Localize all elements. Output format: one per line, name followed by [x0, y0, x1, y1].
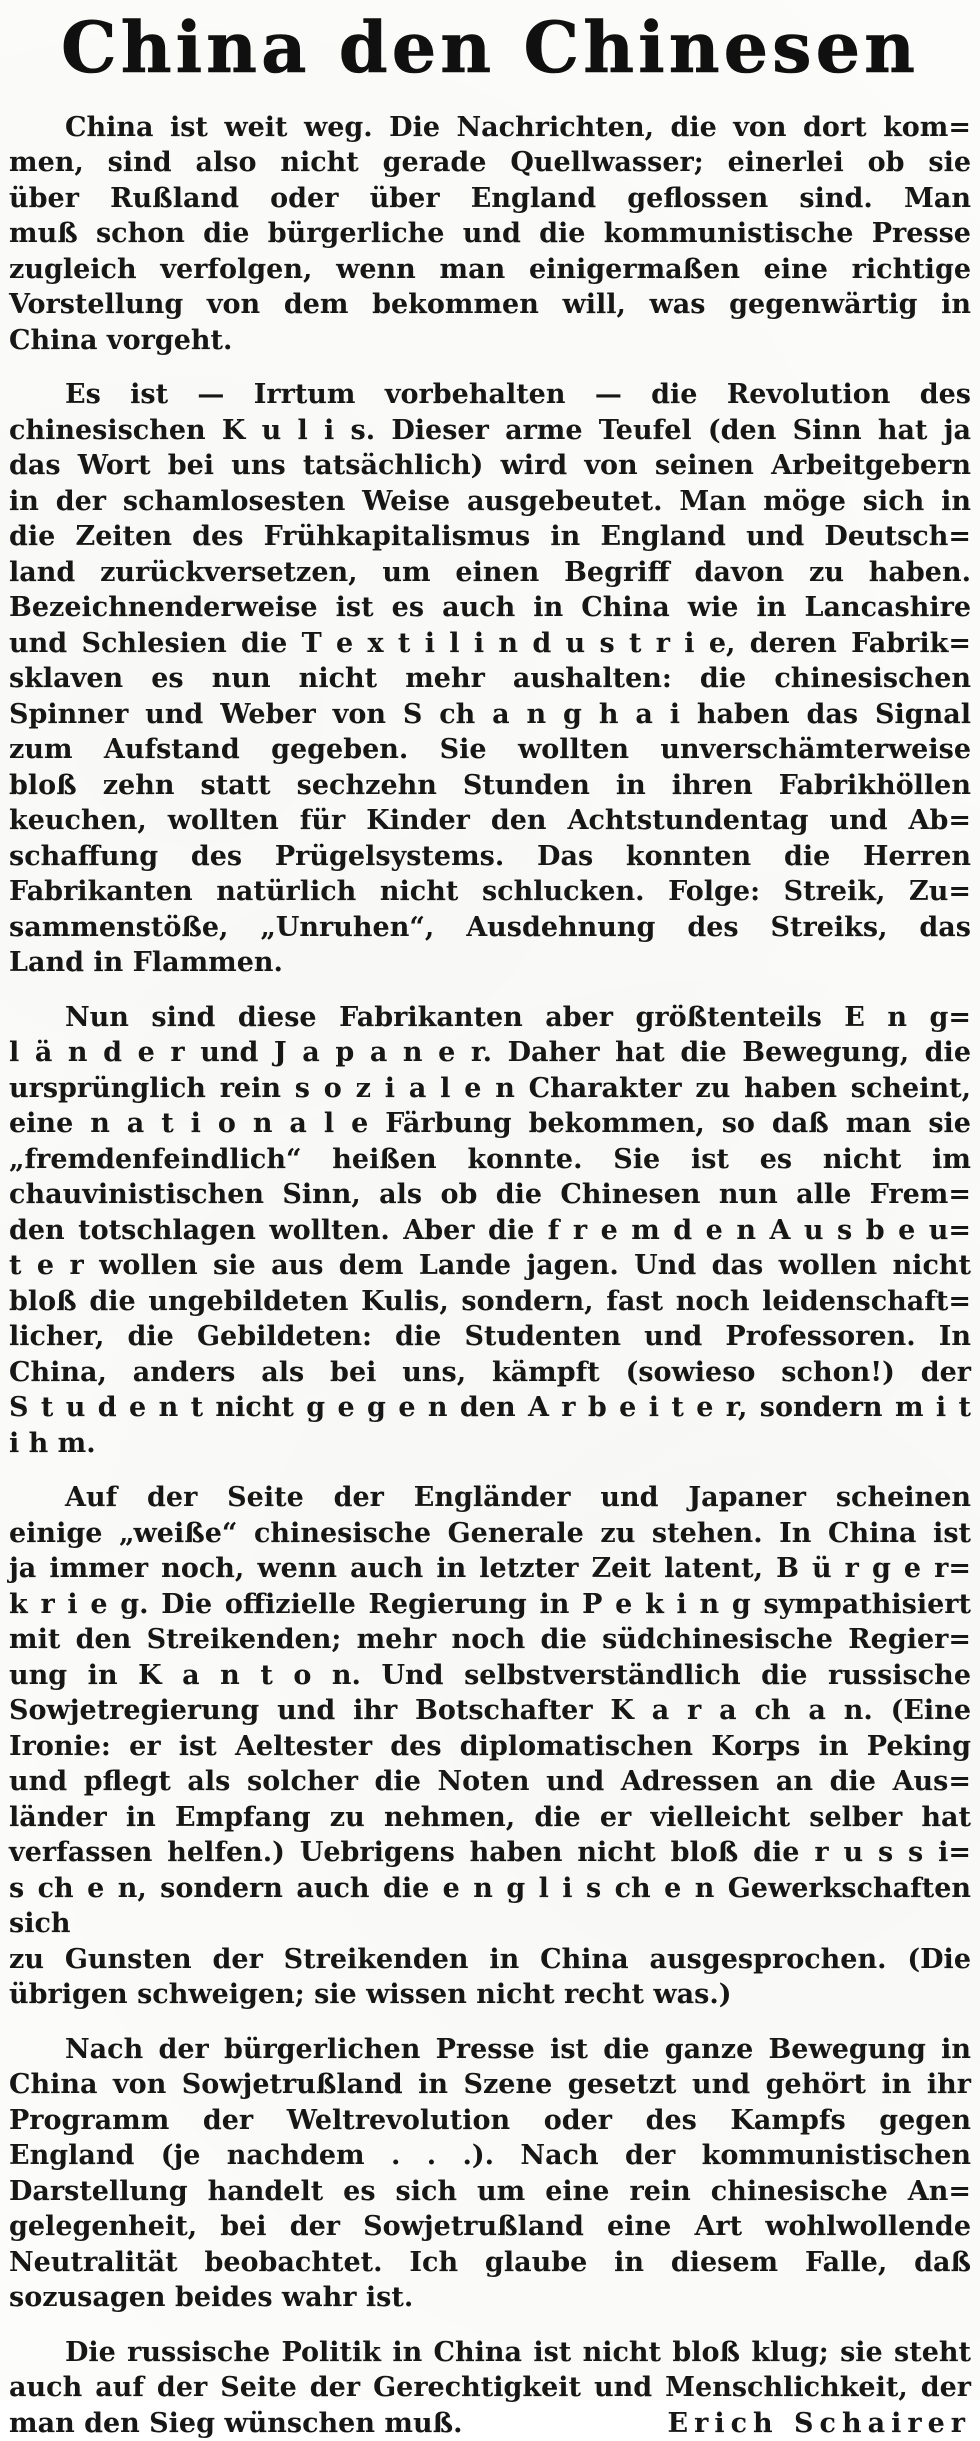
paragraph — [9, 377, 971, 981]
text-line: zu Gunsten der Streikenden in China ausgesprochen. (Die — [9, 1943, 971, 1975]
text-line — [9, 2406, 971, 2441]
author-signature: Erich Schairer — [667, 2407, 971, 2439]
text-line: den totschlagen wollten. Aber die f r e m d e n A u s b e u= — [9, 1214, 971, 1246]
text-line: ja immer noch, wenn auch in letzter Zeit latent, B ü r g e r= — [9, 1553, 971, 1585]
text-line: zugleich verfolgen, wenn man einigermaßen eine richtige — [9, 253, 971, 285]
text-line: i h m. — [9, 1427, 96, 1459]
text-line: chinesischen K u l i s. Dieser arme Teufel (den Sinn hat ja — [9, 414, 971, 446]
text-line: licher, die Gebildeten: die Studenten und Professoren. In — [9, 1321, 971, 1353]
text-line: China von Sowjetrußland in Szene gesetzt und gehört in ihr — [9, 2069, 971, 2101]
text-line: Darstellung handelt es sich um eine rein chinesische An= — [9, 2175, 971, 2207]
text-line: k r i e g. Die offizielle Regierung in P e k i n g sympathisiert — [9, 1588, 971, 1620]
text-line: schaffung des Prügelsystems. Das konnten die Herren — [9, 840, 971, 872]
text-line: übrigen schweigen; sie wissen nicht recht was.) — [9, 1979, 732, 2011]
text-line: England (je nachdem . . .). Nach der kommunistischen — [9, 2140, 971, 2172]
text-line: bloß zehn statt sechzehn Stunden in ihren Fabrikhöllen — [9, 769, 971, 801]
paragraph — [9, 110, 971, 359]
text-line: das Wort bei uns tatsächlich) wird von seinen Arbeitgebern — [9, 450, 971, 482]
text-line: Ironie: er ist Aeltester des diplomatischen Korps in Peking — [9, 1730, 971, 1762]
article-body — [9, 110, 971, 2441]
text-line: Land in Flammen. — [9, 947, 283, 979]
text-line: ung in K a n t o n. Und selbstverständlich die russische — [9, 1659, 971, 1691]
text-line: mit den Streikenden; mehr noch die südchinesische Regier= — [9, 1624, 971, 1656]
text-line: bloß die ungebildeten Kulis, sondern, fast noch leidenschaft= — [9, 1285, 971, 1317]
text-line: die Zeiten des Frühkapitalismus in England und Deutsch= — [9, 521, 971, 553]
text-line: sozusagen beides wahr ist. — [9, 2282, 414, 2314]
text-line: Spinner und Weber von S ch a n g h a i haben das Signal — [9, 698, 971, 730]
text-line: Die russische Politik in China ist nicht bloß klug; sie steht — [65, 2336, 971, 2368]
paragraph — [9, 2335, 971, 2441]
text-line: China, anders als bei uns, kämpft (sowieso schon!) der — [9, 1356, 971, 1388]
text-line: chauvinistischen Sinn, als ob die Chinesen nun alle Frem= — [9, 1179, 971, 1211]
text-line: Bezeichnenderweise ist es auch in China wie in Lancashire — [9, 592, 971, 624]
text-line: Neutralität beobachtet. Ich glaube in diesem Falle, daß — [9, 2246, 971, 2278]
text-line: China ist weit weg. Die Nachrichten, die von dort kom= — [65, 111, 971, 143]
text-line: men, sind also nicht gerade Quellwasser; einerlei ob sie — [9, 147, 971, 179]
text-line: S t u d e n t nicht g e g e n den A r b e i t e r, sondern m i t — [9, 1392, 971, 1424]
text-line: Auf der Seite der Engländer und Japaner scheinen — [65, 1482, 971, 1514]
text-line: über Rußland oder über England geflossen sind. Man — [9, 182, 971, 214]
text-line: Sowjetregierung und ihr Botschafter K a r a ch a n. (Eine — [9, 1695, 971, 1727]
paragraph — [9, 2032, 971, 2316]
closing-line: man den Sieg wünschen muß. — [9, 2407, 463, 2439]
text-line: l ä n d e r und J a p a n e r. Daher hat die Bewegung, die — [9, 1037, 971, 1069]
text-line: Es ist — Irrtum vorbehalten — die Revolution des — [65, 379, 971, 411]
text-line: keuchen, wollten für Kinder den Achtstundentag und Ab= — [9, 805, 971, 837]
text-line: land zurückversetzen, um einen Begriff davon zu haben. — [9, 556, 971, 588]
text-line: sammenstöße, „Unruhen“, Ausdehnung des Streiks, das — [9, 911, 971, 943]
text-line: einige „weiße“ chinesische Generale zu stehen. In China ist — [9, 1517, 971, 1549]
text-line: muß schon die bürgerliche und die kommunistische Presse — [9, 218, 971, 250]
text-line: länder in Empfang zu nehmen, die er vielleicht selber hat — [9, 1801, 971, 1833]
paragraph — [9, 1480, 971, 2013]
text-line: auch auf der Seite der Gerechtigkeit und Menschlichkeit, der — [9, 2372, 971, 2404]
text-line: gelegenheit, bei der Sowjetrußland eine Art wohlwollende — [9, 2211, 971, 2243]
paragraph — [9, 1000, 971, 1462]
text-line: zum Aufstand gegeben. Sie wollten unverschämterweise — [9, 734, 971, 766]
text-line: verfassen helfen.) Uebrigens haben nicht bloß die r u s s i= — [9, 1837, 971, 1869]
text-line: Fabrikanten natürlich nicht schlucken. Folge: Streik, Zu= — [9, 876, 971, 908]
text-line: Nun sind diese Fabrikanten aber größtenteils E n g= — [65, 1001, 971, 1033]
text-line: s ch e n, sondern auch die e n g l i s ch e n Gewerkschaften sich — [9, 1872, 971, 1940]
text-line: Programm der Weltrevolution oder des Kampfs gegen — [9, 2104, 971, 2136]
text-line: Vorstellung von dem bekommen will, was gegenwärtig in — [9, 289, 971, 321]
text-line: sklaven es nun nicht mehr aushalten: die chinesischen — [9, 663, 971, 695]
text-line: ursprünglich rein s o z i a l e n Charakter zu haben scheint, — [9, 1072, 971, 1104]
text-line: „fremdenfeindlich“ heißen konnte. Sie ist es nicht im — [9, 1143, 971, 1175]
text-line: t e r wollen sie aus dem Lande jagen. Und das wollen nicht — [9, 1250, 971, 1282]
text-line: China vorgeht. — [9, 324, 233, 356]
text-line: und pflegt als solcher die Noten und Adressen an die Aus= — [9, 1766, 971, 1798]
text-line: Nach der bürgerlichen Presse ist die ganze Bewegung in — [65, 2033, 971, 2065]
article-title: China den Chinesen — [60, 6, 920, 89]
text-line: und Schlesien die T e x t i l i n d u s t r i e, deren Fabrik= — [9, 627, 971, 659]
text-line: in der schamlosesten Weise ausgebeutet. Man möge sich in — [9, 485, 971, 517]
text-line: eine n a t i o n a l e Färbung bekommen, so daß man sie — [9, 1108, 971, 1140]
